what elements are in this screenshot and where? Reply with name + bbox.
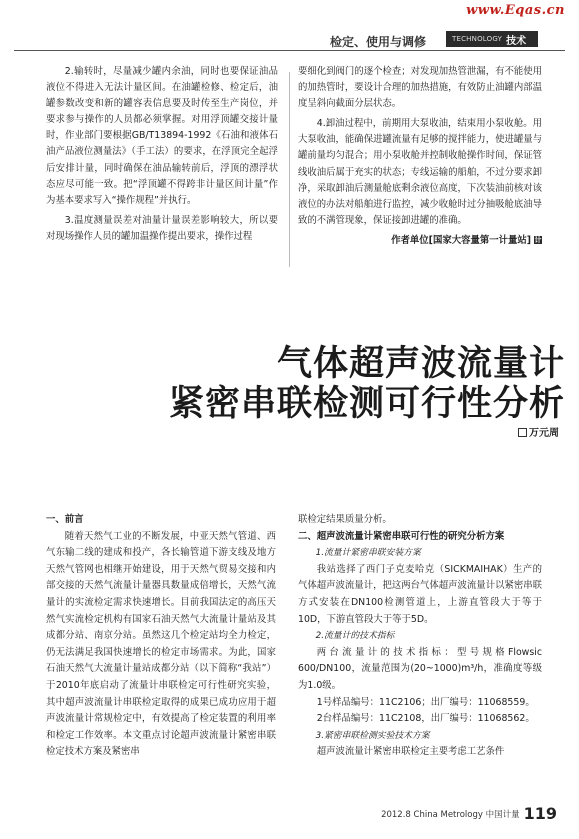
- top-left-column: [46, 64, 278, 245]
- page-footer: [381, 804, 557, 823]
- article-author: [518, 424, 559, 439]
- paragraph: 两台流量计的技术指标：型号规格Flowsic 600/DN100，流量范围为(20~1000)m³/h，准确度等级为1.0级。: [298, 646, 542, 691]
- subheading: 3.紧密串联检测实验技术方案: [315, 730, 430, 741]
- bottom-right-column: [298, 512, 542, 761]
- paragraph: 我站选择了西门子克麦哈克（SICKMAIHAK）生产的气体超声波流量计，把这两台气体超声波流量计以紧密串联方式安装在DN100检测管道上，上游直管段大于等于10D，下游直管段大于等于5D。: [298, 563, 542, 625]
- column-divider: [289, 72, 290, 267]
- author-affiliation: [298, 233, 542, 249]
- section-heading-analysis: 二、超声波流量计紧密串联可行性的研究分析方案: [298, 530, 505, 542]
- bottom-left-column: [46, 512, 276, 761]
- paragraph: 要细化到阀门的逐个检查；对发现加热管泄漏，有不能使用的加热管时，要设计合理的加热措施，有效防止油罐内部温度呈斜向截面分层状态。: [298, 66, 542, 110]
- paragraph: 1号样品编号：11C2106；出厂编号：11068559。: [316, 696, 535, 708]
- paragraph: 随着天然气工业的不断发展，中亚天然气管道、西气东输二线的建成和投产，各长输管道下游支线及地方天然气管网也相继开始建设，用于天然气贸易交接和内部交接的天然气流量计量器具数量成倍增长，天然气流量计的实流检定需求快速增长。目前我国法定的高压天然气实流检定机构有国家石油天然气大流量计量站及其成都分站、南京分站。虽然这几个检定站均全力检定，仍无法满足我国快速增长的检定市场需求。为此，国家石油天然气大流量计量站成都分站（以下简称“我站”）于2010年底启动了流量计串联检定可行性研究实验，其中超声波流量计串联检定取得的成果已成功应用于超声波流量计常规检定中，有效提高了检定装置的利用率和检定工作效率。本文重点讨论超声波流量计紧密串联检定技术方案及紧密串: [46, 530, 276, 758]
- paragraph: 4.卸油过程中，前期用大泵收油，结束用小泵收舱。用大泵收油，能确保进罐流量有足够的搅拌能力，使进罐量与罐前量均匀混合；用小泵收舱并控制收舱操作时间，保证管线收油后属于充实的状态；专线运输的船舶，不过分要求卸净，采取卸油后测量舱底剩余液位高度，下次装油前核对该液位的办法对船舶进行监控，减少收舱时过分抽吸舱底油导致的不满管现象，保证接卸进罐的准确。: [298, 118, 542, 226]
- paragraph: 2.输转时，尽量减少罐内余油，同时也要保证油品液位不得进入无法计量区间。在油罐检修、检定后，油罐参数改变和新的罐容表信息要及时传至生产岗位，并要求参与操作的人员都必须掌握。对用浮顶罐交接计量时，作业部门要根据GB/T13894-1992《石油和液体石油产品液位测量法》（手工法）的要求，在浮顶完全起浮后安排计量，同时确保在油品输转前后，浮顶的漂浮状态应尽可能一致。把“浮顶罐不得跨非计量区间计量”作为基本要求写入“操作规程”并执行。: [46, 66, 278, 206]
- section-heading-intro: 一、前言: [46, 514, 84, 525]
- page-number: 119: [523, 804, 557, 823]
- paragraph: 超声波流量计紧密串联检定主要考虑工艺条件: [316, 746, 505, 758]
- author-affiliation-text: 作者单位[国家大容量第一计量站]: [391, 234, 531, 246]
- end-mark-icon: 计: [534, 236, 542, 245]
- subheading: 2.流量计的技术指标: [315, 631, 395, 642]
- article-title-line-2: 紧密串联检测可行性分析: [168, 384, 565, 424]
- badge-en-label: TECHNOLOGY: [452, 35, 503, 43]
- section-heading: 检定、使用与调修: [330, 35, 427, 49]
- subheading: 1.流量计紧密串联安装方案: [315, 548, 421, 559]
- paragraph: 2台样品编号：11C2108，出厂编号：11068562。: [316, 713, 535, 725]
- header-divider: [14, 50, 565, 51]
- top-right-column: [298, 64, 542, 249]
- site-watermark: www.Eqas.cn: [466, 3, 565, 18]
- author-name: 万元周: [529, 428, 559, 439]
- article-title-line-1: 气体超声波流量计: [276, 344, 565, 384]
- paragraph: 联检定结果质量分析。: [298, 514, 392, 525]
- badge-cn-label: 技术: [506, 35, 527, 47]
- paragraph: 3.温度测量误差对油量计量误差影响较大，所以要对现场操作人员的罐加温操作提出要求，操作过程: [46, 214, 278, 242]
- footer-text: 2012.8 China Metrology 中国计量: [381, 810, 520, 820]
- technology-badge: [446, 31, 538, 47]
- author-box-icon: [518, 428, 527, 437]
